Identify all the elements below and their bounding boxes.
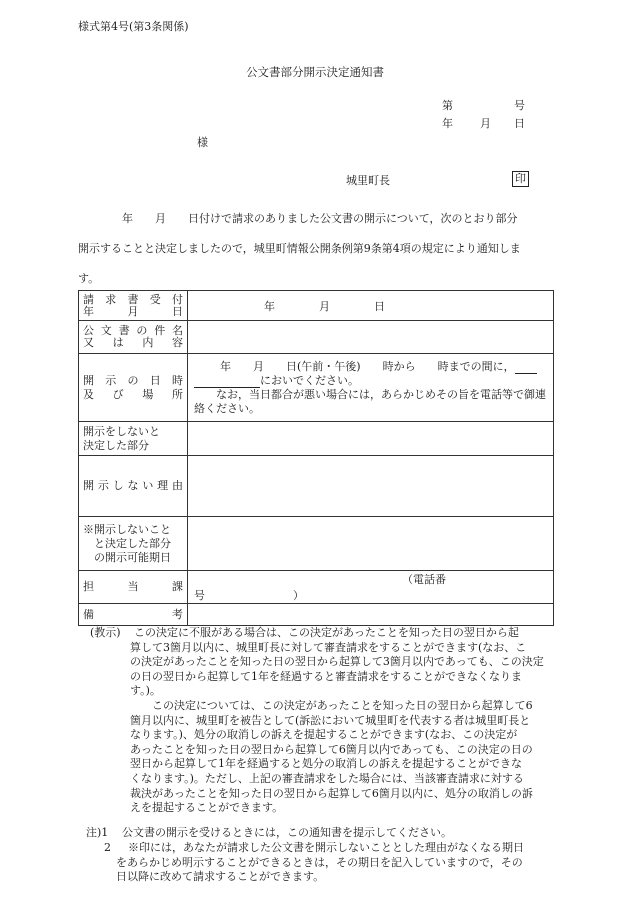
number-dai: 第	[442, 99, 453, 112]
table-row	[79, 456, 554, 517]
note-1-label: 注)1	[86, 826, 109, 839]
possible-date-label: ※開示しないこと と決定した部分 の開示可能期日	[79, 517, 188, 571]
notice-table	[78, 290, 554, 626]
contact-value[interactable]: （電話番号 ）	[188, 571, 554, 604]
remarks-value[interactable]	[188, 604, 554, 626]
datetime-label: 開示の日時 及び場所	[79, 354, 188, 422]
subject-value[interactable]	[188, 321, 554, 354]
number-go: 号	[514, 99, 525, 112]
undisclosed-part-label: 開示をしないと 決定した部分	[79, 422, 188, 456]
contact-label: 担当課	[79, 571, 188, 604]
date-month: 月	[480, 117, 491, 130]
body-line: 開示することと決定しましたので，城里町情報公開条例第9条第4項の規定により通知しま	[78, 242, 521, 255]
body-line: 年 月 日付けで請求のありました公文書の開示について，次のとおり部分	[122, 212, 518, 225]
instruction-line: の決定があったことを知った日の翌日から起算して3箇月以内であっても、この決定	[130, 655, 544, 669]
subject-label: 公文書の件名 又は内容	[79, 321, 188, 354]
issuer-name: 城里町長	[346, 174, 390, 187]
addressee-sama: 様	[197, 136, 208, 149]
note-line: ※印には，あなたが請求した公文書を開示しないこととした理由がなくなる期日	[128, 841, 524, 854]
instruction-line: くなります。)。ただし、上記の審査請求をした場合には、当該審査請求に対する	[130, 771, 524, 785]
instructions-label: (教示)	[90, 626, 121, 639]
date-day: 日	[514, 117, 525, 130]
instruction-line: の日の翌日から起算して1年を経過すると審査請求をすることができなくなりま	[130, 669, 522, 683]
undisclosed-part-value[interactable]	[188, 422, 554, 456]
request-date-label: 請求書受付 年月日	[79, 291, 188, 321]
instruction-line: あったことを知った日の翌日から起算して6箇月以内であっても、この決定の日の	[130, 742, 533, 756]
remarks-label: 備考	[79, 604, 188, 626]
date-year: 年	[442, 117, 453, 130]
instruction-line: この決定については、この決定があったことを知った日の翌日から起算して6	[152, 698, 533, 712]
instruction-line: この決定に不服がある場合は、この決定があったことを知った日の翌日から起	[134, 626, 519, 639]
instruction-line: えを提起することができます。	[130, 801, 284, 815]
document-title: 公文書部分開示決定通知書	[246, 65, 384, 79]
table-row	[79, 604, 554, 626]
body-paragraph	[78, 204, 552, 294]
instruction-line: なります。)、処分の取消しの訴えを提起することができます(なお、この決定が	[130, 728, 518, 742]
seal-mark: 印	[512, 171, 529, 187]
body-line: す。	[78, 272, 100, 285]
table-row	[79, 571, 554, 604]
form-number-label: 様式第4号(第3条関係)	[78, 20, 189, 33]
instruction-line: 裁決があったことを知った日の翌日から起算して6箇月以内に、処分の取消しの訴	[130, 786, 533, 800]
reason-label: 開示しない理由	[79, 456, 188, 517]
instruction-line: す。)。	[130, 684, 161, 698]
note-2-label: 2	[104, 841, 111, 854]
table-row	[79, 354, 554, 422]
table-row	[79, 422, 554, 456]
note-line: 日以降に改めて請求することができます。	[116, 870, 325, 884]
possible-date-value[interactable]	[188, 517, 554, 571]
table-row	[79, 321, 554, 354]
notes-section	[78, 826, 554, 885]
table-row	[79, 291, 554, 321]
reason-value[interactable]	[188, 456, 554, 517]
instruction-line: 翌日から起算して1年を経過すると処分の取消しの訴えを提起することができな	[130, 757, 522, 771]
table-row	[79, 517, 554, 571]
request-date-value: 年 月 日	[188, 291, 554, 321]
instruction-line: 箇月以内に、城里町を被告として(訴訟において城里町を代表する者は城里町長と	[130, 713, 531, 727]
instructions-section	[78, 626, 554, 816]
note-line: をあらかじめ明示することができるときは，その期日を記入していますので，その	[116, 855, 523, 869]
instruction-line: 算して3箇月以内に、城里町長に対して審査請求をすることができます(なお、こ	[130, 640, 527, 654]
note-1-text: 公文書の開示を受けるときには，この通知書を提示してください。	[122, 826, 452, 839]
datetime-value[interactable]: 年 月 日(午前・午後) 時から 時までの間に， においでください。 なお，当日都合が悪い場合には，あらかじめその旨を電話等で御連 絡ください。	[188, 354, 554, 422]
